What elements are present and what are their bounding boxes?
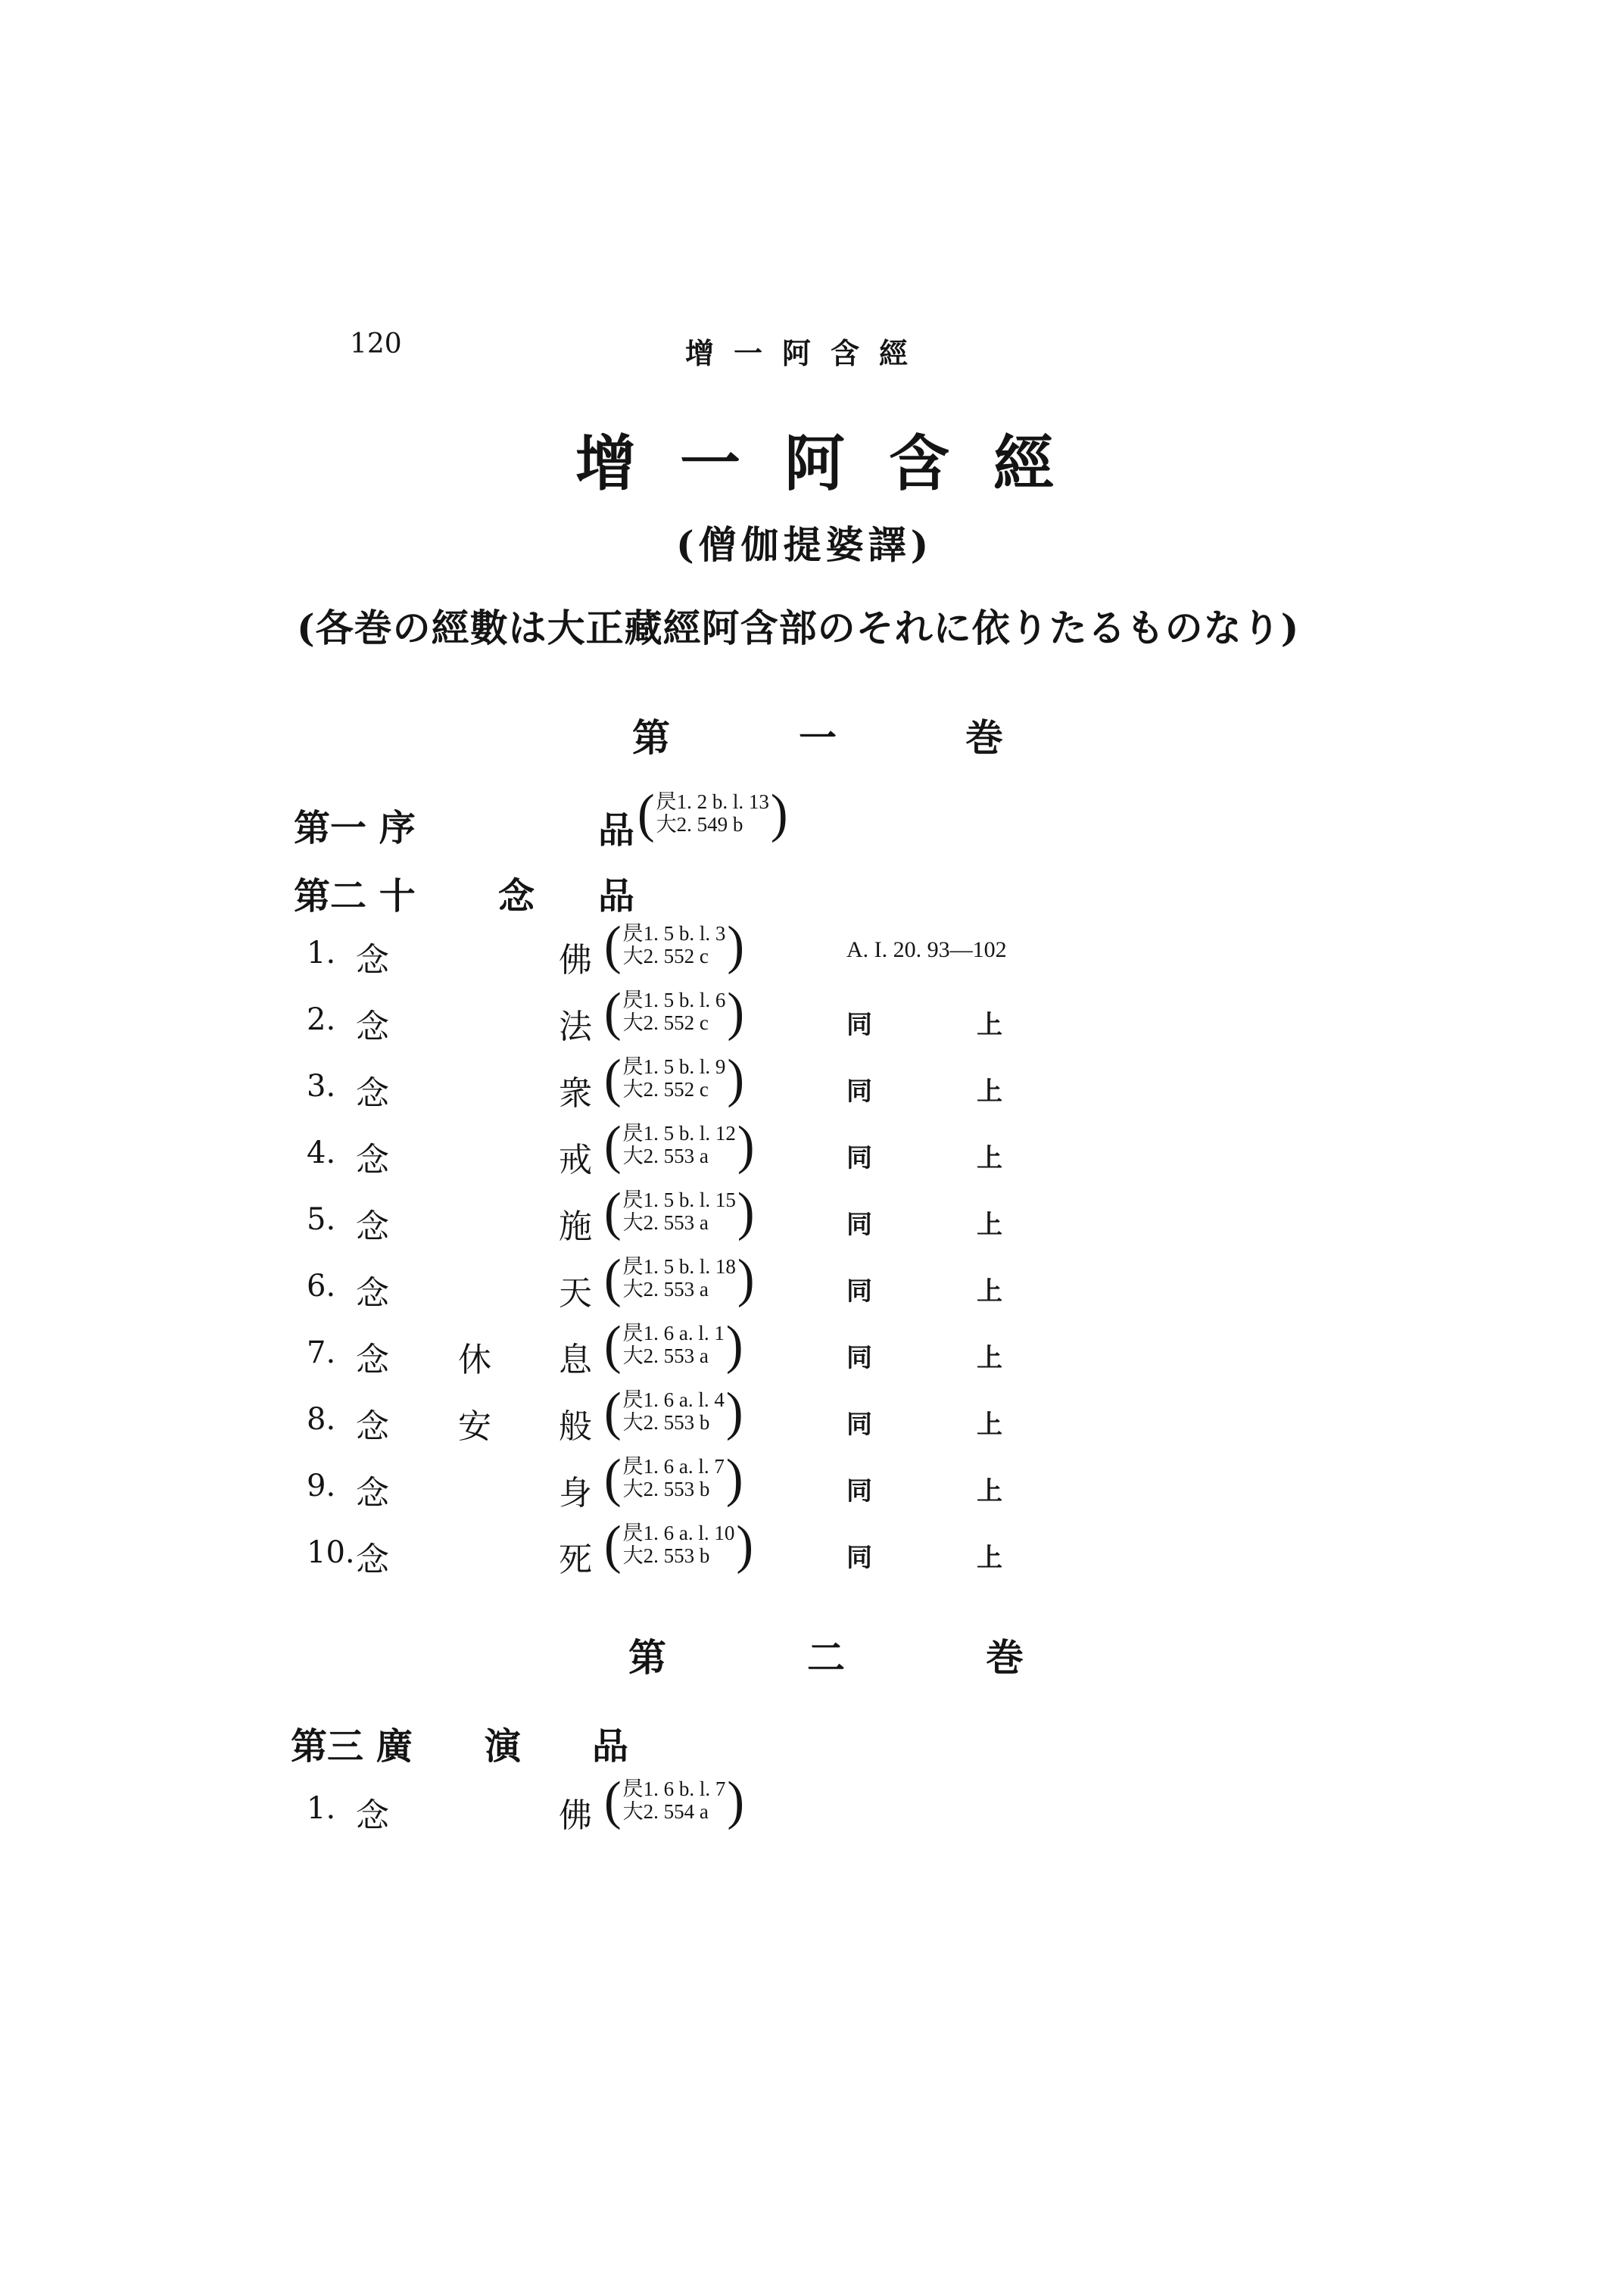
- entry-char-1: 念: [356, 1141, 389, 1179]
- entry-char-3: 息: [559, 1341, 592, 1379]
- entry-number: 7.: [307, 1335, 336, 1370]
- reference: ( 昃1. 5 b. l. 12 大2. 553 a ): [604, 1114, 755, 1175]
- entry-char-1: 念: [356, 941, 389, 980]
- reference: ( 昃1. 6 a. l. 7 大2. 553 b ): [604, 1447, 743, 1508]
- entry-char-3: 法: [559, 1008, 592, 1046]
- chapter-title-mid: 演: [485, 1725, 522, 1768]
- reference: ( 昃1. 6 a. l. 1 大2. 553 a ): [604, 1314, 743, 1375]
- entry-number: 5.: [307, 1202, 336, 1237]
- entry-char-1: 念: [356, 1541, 389, 1579]
- entry-char-3: 死: [559, 1541, 592, 1579]
- volume-heading: 第 一 巻: [632, 715, 1049, 760]
- entry-char-2: 安: [458, 1407, 491, 1446]
- entry-char-3: 戒: [559, 1141, 592, 1179]
- running-title: 增一阿含經: [685, 336, 928, 370]
- external-reference: 同 上: [846, 1076, 1042, 1107]
- reference: ( 昃1. 5 b. l. 6 大2. 552 c ): [604, 981, 745, 1042]
- reference: ( 昃1. 5 b. l. 3 大2. 552 c ): [604, 914, 745, 975]
- translator: (僧伽提婆譯): [676, 522, 934, 567]
- page-number: 120: [350, 329, 402, 360]
- entry-char-1: 念: [356, 1207, 389, 1246]
- chapter-title-end: 品: [598, 875, 635, 918]
- reference: ( 昃1. 5 b. l. 18 大2. 553 a ): [604, 1248, 755, 1308]
- reference: ( 昃1. 6 a. l. 10 大2. 553 b ): [604, 1514, 754, 1575]
- entry-number: 9.: [307, 1469, 336, 1503]
- chapter-title-mid: 念: [498, 875, 535, 918]
- entry-number: 6.: [307, 1269, 336, 1304]
- editorial-note: (各巻の經數は大正藏經阿含部のそれに依りたるものなり): [297, 606, 1300, 650]
- external-reference: 同 上: [846, 1410, 1042, 1440]
- volume-heading: 第 二 巻: [628, 1635, 1075, 1680]
- entry-char-3: 天: [559, 1274, 592, 1313]
- entry-char-1: 念: [356, 1341, 389, 1379]
- entry-char-3: 佛: [559, 941, 592, 980]
- entry-char-2: 休: [458, 1341, 491, 1379]
- entry-number: 10.: [307, 1535, 355, 1570]
- page-title: 增一阿含經: [575, 428, 1098, 499]
- entry-char-1: 念: [356, 1796, 389, 1835]
- chapter-label: 第二 十: [294, 875, 416, 918]
- entry-number: 4.: [307, 1136, 336, 1170]
- entry-number: 1.: [307, 936, 336, 970]
- entry-char-3: 衆: [559, 1074, 592, 1113]
- entry-number: 3.: [307, 1069, 336, 1104]
- entry-char-1: 念: [356, 1274, 389, 1313]
- entry-char-3: 般: [559, 1407, 592, 1446]
- chapter-label: 第三 廣: [291, 1725, 413, 1768]
- external-reference: 同 上: [846, 1010, 1042, 1040]
- reference: ( 昃1. 5 b. l. 9 大2. 552 c ): [604, 1048, 745, 1108]
- reference: ( 昃1. 6 b. l. 7 大2. 554 a ): [604, 1770, 745, 1830]
- external-reference: 同 上: [846, 1476, 1042, 1506]
- reference: ( 昃1. 5 b. l. 15 大2. 553 a ): [604, 1181, 755, 1242]
- entry-char-1: 念: [356, 1074, 389, 1113]
- external-reference: A. I. 20. 93—102: [846, 937, 1007, 962]
- entry-char-1: 念: [356, 1407, 389, 1446]
- reference: ( 昃1. 6 a. l. 4 大2. 553 b ): [604, 1381, 743, 1441]
- entry-number: 8.: [307, 1402, 336, 1437]
- external-reference: 同 上: [846, 1276, 1042, 1307]
- entry-number: 2.: [307, 1002, 336, 1037]
- entry-number: 1.: [307, 1791, 336, 1826]
- entry-char-3: 施: [559, 1207, 592, 1246]
- entry-char-3: 身: [559, 1474, 592, 1513]
- entry-char-1: 念: [356, 1008, 389, 1046]
- chapter-title-end: 品: [598, 809, 635, 852]
- chapter-label: 第一 序: [294, 807, 416, 849]
- external-reference: 同 上: [846, 1543, 1042, 1573]
- entry-char-3: 佛: [559, 1796, 592, 1835]
- reference: ( 昃1. 2 b. l. 13 大2. 549 b ): [637, 783, 788, 843]
- entry-char-1: 念: [356, 1474, 389, 1513]
- external-reference: 同 上: [846, 1343, 1042, 1373]
- external-reference: 同 上: [846, 1143, 1042, 1173]
- external-reference: 同 上: [846, 1210, 1042, 1240]
- chapter-title-end: 品: [592, 1725, 629, 1768]
